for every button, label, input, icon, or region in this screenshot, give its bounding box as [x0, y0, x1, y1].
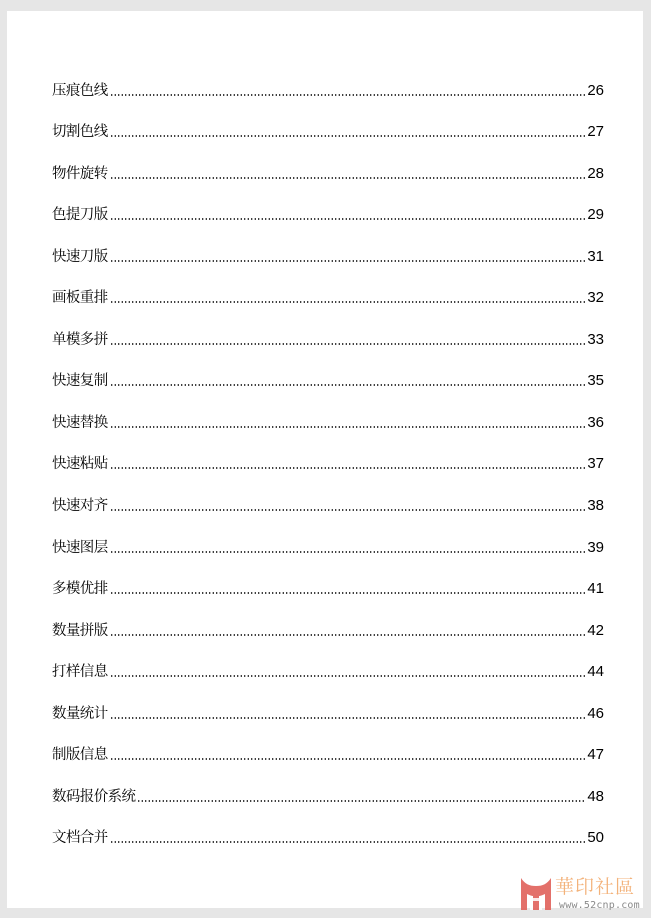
- toc-entry-title: 快速复制: [52, 373, 108, 390]
- dot-leader: [110, 135, 587, 137]
- dot-leader: [110, 841, 587, 843]
- dot-leader: [110, 94, 587, 96]
- toc-entry-page: 47: [587, 746, 604, 764]
- dot-leader: [110, 634, 587, 636]
- toc-entry[interactable]: [52, 599, 604, 641]
- toc-entry-page: 29: [587, 206, 604, 224]
- toc-entry-page: 33: [587, 330, 604, 348]
- dot-leader: [110, 426, 587, 428]
- dot-leader: [110, 675, 587, 677]
- huayin-logo-icon: [519, 874, 553, 914]
- toc-entry[interactable]: [52, 641, 604, 683]
- toc-entry[interactable]: [52, 142, 604, 184]
- toc-entry[interactable]: [52, 433, 604, 475]
- toc-entry[interactable]: [52, 516, 604, 558]
- dot-leader: [110, 467, 587, 469]
- toc-entry-title: 画板重排: [52, 290, 108, 307]
- toc-entry[interactable]: [52, 807, 604, 849]
- toc-entry-page: 31: [587, 247, 604, 265]
- toc-entry-page: 37: [587, 455, 604, 473]
- toc-entry[interactable]: [52, 765, 604, 807]
- toc-entry-page: 26: [587, 81, 604, 99]
- toc-entry-page: 48: [587, 787, 604, 805]
- toc-entry-page: 38: [587, 497, 604, 515]
- toc-entry[interactable]: [52, 474, 604, 516]
- toc-entry-page: 27: [587, 123, 604, 141]
- toc-entry-page: 44: [587, 663, 604, 681]
- toc-entry[interactable]: [52, 350, 604, 392]
- dot-leader: [110, 343, 587, 345]
- watermark-url: www.52cnp.com: [559, 900, 640, 911]
- toc-entry-title: 色提刀版: [52, 207, 108, 224]
- toc-entry-title: 文档合并: [52, 830, 108, 847]
- toc-entry-page: 42: [587, 621, 604, 639]
- toc-entry-title: 快速图层: [52, 539, 108, 556]
- toc-entry-title: 切割色线: [52, 124, 108, 141]
- toc-entry-title: 多模优排: [52, 581, 108, 598]
- dot-leader: [110, 551, 587, 553]
- document-page: [7, 11, 643, 908]
- toc-entry-title: 物件旋转: [52, 165, 108, 182]
- table-of-contents: [52, 59, 604, 848]
- toc-entry[interactable]: [52, 59, 604, 101]
- toc-entry[interactable]: [52, 184, 604, 226]
- toc-entry[interactable]: [52, 558, 604, 600]
- dot-leader: [110, 301, 587, 303]
- toc-entry-page: 36: [587, 413, 604, 431]
- toc-entry[interactable]: [52, 267, 604, 309]
- toc-entry-page: 41: [587, 580, 604, 598]
- dot-leader: [110, 592, 587, 594]
- toc-entry-title: 单模多拼: [52, 331, 108, 348]
- toc-entry-page: 46: [587, 704, 604, 722]
- dot-leader: [110, 177, 587, 179]
- toc-entry-title: 制版信息: [52, 747, 108, 764]
- toc-entry-title: 快速对齐: [52, 498, 108, 515]
- toc-entry-title: 快速刀版: [52, 248, 108, 265]
- toc-entry-page: 28: [587, 164, 604, 182]
- toc-entry-title: 压痕色线: [52, 82, 108, 99]
- dot-leader: [110, 717, 587, 719]
- toc-entry-page: 32: [587, 289, 604, 307]
- dot-leader: [110, 218, 587, 220]
- toc-entry-page: 35: [587, 372, 604, 390]
- toc-entry-title: 打样信息: [52, 664, 108, 681]
- dot-leader: [110, 384, 587, 386]
- toc-entry-page: 50: [587, 829, 604, 847]
- toc-entry-title: 数量拼版: [52, 622, 108, 639]
- dot-leader: [110, 509, 587, 511]
- toc-entry[interactable]: [52, 682, 604, 724]
- dot-leader: [110, 260, 587, 262]
- watermark-text: 華印社區: [555, 876, 636, 898]
- toc-entry-title: 快速粘贴: [52, 456, 108, 473]
- toc-entry-page: 39: [587, 538, 604, 556]
- toc-entry-title: 数码报价系统: [52, 788, 136, 805]
- toc-entry[interactable]: [52, 724, 604, 766]
- toc-entry[interactable]: [52, 101, 604, 143]
- dot-leader: [137, 800, 586, 802]
- toc-entry[interactable]: [52, 308, 604, 350]
- toc-entry[interactable]: [52, 225, 604, 267]
- watermark: [519, 870, 651, 916]
- toc-entry-title: 快速替换: [52, 414, 108, 431]
- dot-leader: [110, 758, 587, 760]
- toc-entry-title: 数量统计: [52, 705, 108, 722]
- toc-entry[interactable]: [52, 391, 604, 433]
